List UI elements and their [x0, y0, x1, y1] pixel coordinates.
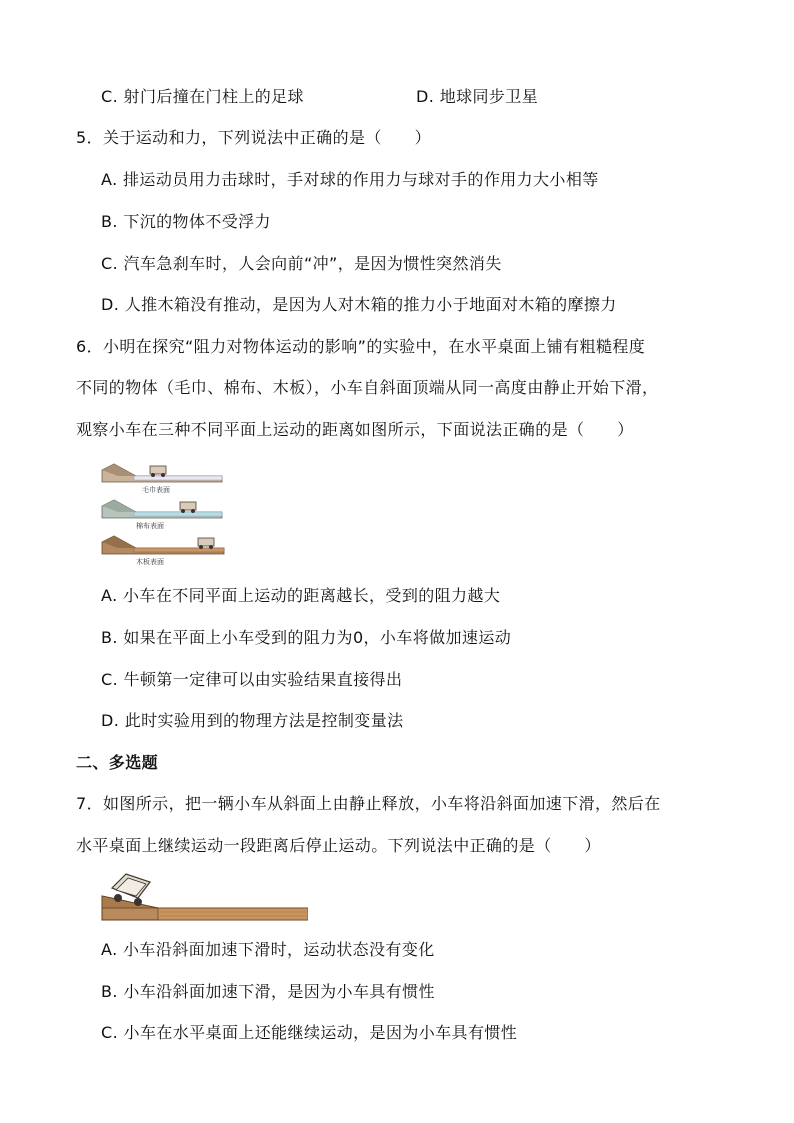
q4-option-d: D. 地球同步卫星	[416, 87, 539, 106]
toy-cart-icon	[112, 874, 150, 906]
towel-surface-setup	[102, 464, 222, 494]
q6-stem-line-3: 观察小车在三种不同平面上运动的距离如图所示，下面说法正确的是（ ）	[76, 420, 634, 439]
q5-option-a: A. 排运动员用力击球时，手对球的作用力与球对手的作用力大小相等	[101, 170, 599, 189]
q7-option-c: C. 小车在水平桌面上还能继续运动，是因为小车具有惯性	[101, 1023, 518, 1042]
toy-cart-icon	[150, 466, 166, 477]
toy-cart-icon	[180, 502, 196, 513]
q7-option-a: A. 小车沿斜面加速下滑时，运动状态没有变化	[101, 940, 435, 959]
toy-cart-icon	[198, 538, 214, 549]
towel-surface-label: 毛巾表面	[142, 486, 170, 494]
q6-experiment-figure	[98, 458, 228, 570]
q6-stem-line-1: 6．小明在探究“阻力对物体运动的影响”的实验中，在水平桌面上铺有粗糙程度	[76, 337, 646, 356]
q7-stem-line-1: 7．如图所示，把一辆小车从斜面上由静止释放，小车将沿斜面加速下滑，然后在	[76, 794, 661, 813]
cotton-surface-setup	[102, 500, 222, 530]
q5-stem: 5．关于运动和力，下列说法中正确的是（ ）	[76, 128, 431, 147]
q6-stem-line-2: 不同的物体（毛巾、棉布、木板），小车自斜面顶端从同一高度由静止开始下滑，	[76, 378, 659, 397]
q6-option-d: D. 此时实验用到的物理方法是控制变量法	[101, 711, 404, 730]
q7-stem-line-2: 水平桌面上继续运动一段距离后停止运动。下列说法中正确的是（ ）	[76, 836, 601, 855]
board-surface-label: 木板表面	[136, 558, 164, 566]
q6-option-c: C. 牛顿第一定律可以由实验结果直接得出	[101, 670, 403, 689]
q7-incline-figure	[98, 868, 308, 924]
q6-option-b: B. 如果在平面上小车受到的阻力为0，小车将做加速运动	[101, 628, 512, 647]
q6-option-a: A. 小车在不同平面上运动的距离越长，受到的阻力越大	[101, 586, 501, 605]
board-surface-setup	[102, 536, 224, 566]
cotton-surface-label: 棉布表面	[136, 522, 164, 530]
q5-option-c: C. 汽车急刹车时，人会向前“冲”，是因为惯性突然消失	[101, 254, 502, 273]
q7-option-b: B. 小车沿斜面加速下滑，是因为小车具有惯性	[101, 982, 435, 1001]
q5-option-d: D. 人推木箱没有推动，是因为人对木箱的推力小于地面对木箱的摩擦力	[101, 295, 617, 314]
q4-option-c: C. 射门后撞在门柱上的足球	[101, 87, 304, 106]
section-title: 二、多选题	[76, 753, 159, 772]
q5-option-b: B. 下沉的物体不受浮力	[101, 212, 271, 231]
